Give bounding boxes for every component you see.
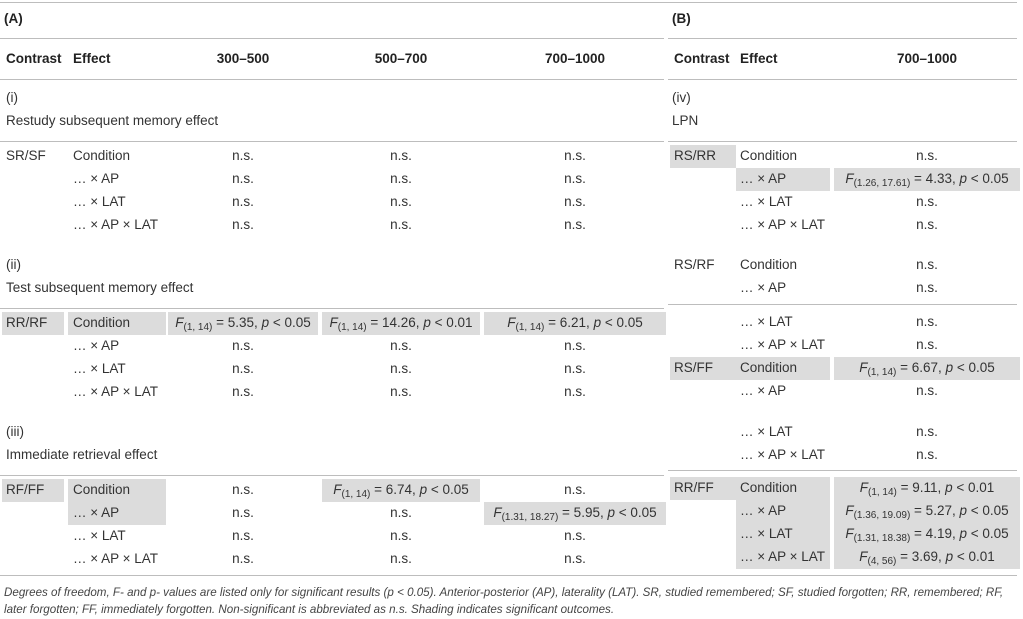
section-title-b: LPN bbox=[672, 113, 699, 128]
effect-label-b: Condition bbox=[740, 480, 798, 495]
stat-p-value: < 0.05 bbox=[614, 505, 657, 520]
stat-value: = 9.11, bbox=[896, 480, 946, 495]
stat-p-value: < 0.05 bbox=[966, 503, 1009, 518]
significant-result bbox=[484, 315, 666, 333]
header-rule-b bbox=[668, 38, 1017, 39]
significant-result-b bbox=[834, 480, 1020, 498]
ns-result: n.s. bbox=[232, 361, 254, 376]
stat-p: p bbox=[593, 315, 602, 330]
significant-result-b bbox=[834, 503, 1020, 521]
effect-label: … × AP × LAT bbox=[73, 551, 159, 566]
ns-result: n.s. bbox=[390, 338, 412, 353]
contrast-label-b: RS/RR bbox=[674, 148, 717, 163]
stat-p-value: < 0.05 bbox=[966, 171, 1009, 186]
significant-result bbox=[484, 505, 666, 523]
stat-p-value: < 0.05 bbox=[601, 315, 643, 330]
effect-label-b: … × AP bbox=[740, 171, 787, 186]
effect-label-b: Condition bbox=[740, 360, 798, 375]
stat-f: F bbox=[845, 526, 854, 541]
effect-label-b: … × LAT bbox=[740, 314, 793, 329]
effect-label-b: … × AP bbox=[740, 383, 787, 398]
stat-value: = 4.19, bbox=[910, 526, 960, 541]
stat-value: = 6.21, bbox=[544, 315, 594, 330]
ns-result-b: n.s. bbox=[916, 280, 938, 295]
effect-label-b: … × AP bbox=[740, 503, 787, 518]
effect-label-b: … × AP × LAT bbox=[740, 217, 826, 232]
col-header-effect-a: Effect bbox=[73, 51, 111, 66]
ns-result: n.s. bbox=[232, 171, 254, 186]
section-numeral: (i) bbox=[6, 90, 18, 105]
ns-result: n.s. bbox=[390, 361, 412, 376]
ns-result: n.s. bbox=[232, 217, 254, 232]
ns-result: n.s. bbox=[564, 338, 586, 353]
stat-f: F bbox=[493, 505, 502, 520]
effect-label-b: … × LAT bbox=[740, 526, 793, 541]
ns-result-b: n.s. bbox=[916, 217, 938, 232]
stat-p: p bbox=[419, 482, 428, 497]
stat-value: = 6.67, bbox=[896, 360, 946, 375]
ns-result: n.s. bbox=[564, 148, 586, 163]
stat-f: F bbox=[175, 315, 184, 330]
ns-result: n.s. bbox=[232, 505, 254, 520]
stat-value: = 14.26, bbox=[366, 315, 424, 330]
ns-result-b: n.s. bbox=[916, 148, 938, 163]
ns-result: n.s. bbox=[390, 505, 412, 520]
stat-f: F bbox=[845, 503, 854, 518]
ns-result: n.s. bbox=[564, 171, 586, 186]
effect-label-b: … × LAT bbox=[740, 424, 793, 439]
bottom-rule bbox=[0, 575, 1017, 576]
ns-result: n.s. bbox=[390, 528, 412, 543]
effect-label: … × AP × LAT bbox=[73, 217, 159, 232]
effect-label-b: Condition bbox=[740, 148, 798, 163]
ns-result: n.s. bbox=[232, 482, 254, 497]
section-rule bbox=[0, 475, 664, 476]
stat-f: F bbox=[859, 360, 868, 375]
effect-label-b: Condition bbox=[740, 257, 798, 272]
col-header-effect-b: Effect bbox=[740, 51, 778, 66]
ns-result: n.s. bbox=[390, 171, 412, 186]
stat-p-value: < 0.01 bbox=[953, 549, 995, 564]
stat-p: p bbox=[945, 549, 954, 564]
ns-result-b: n.s. bbox=[916, 257, 938, 272]
stat-df: (1, 14) bbox=[515, 322, 545, 333]
stat-df: (1, 14) bbox=[337, 322, 367, 333]
significant-result-b bbox=[834, 526, 1020, 544]
group-rule-b bbox=[668, 304, 1017, 305]
significant-result bbox=[322, 482, 480, 500]
header-rule-a bbox=[0, 38, 664, 39]
panel-a-label: (A) bbox=[4, 11, 23, 26]
section-rule bbox=[0, 308, 664, 309]
table-footnote: Degrees of freedom, F- and p- values are listed only for significant results (p < 0.05). Anterior-posterior (AP), laterality (LAT). SR, studied remembered; SF, studied forgotten; RR, remembered; RF, later forgotten; FF, immediately forgotten. Non-significant is abbreviated as n.s. Shading indicates significant outcomes. bbox=[4, 586, 1004, 616]
ns-result-b: n.s. bbox=[916, 194, 938, 209]
effect-label-b: … × AP × LAT bbox=[740, 447, 826, 462]
contrast-label-b: RS/FF bbox=[674, 360, 713, 375]
effect-label: … × LAT bbox=[73, 528, 126, 543]
significant-result-b bbox=[834, 549, 1020, 567]
ns-result: n.s. bbox=[564, 528, 586, 543]
ns-result: n.s. bbox=[564, 217, 586, 232]
stat-value: = 4.33, bbox=[910, 171, 960, 186]
section-numeral: (ii) bbox=[6, 257, 21, 272]
ns-result: n.s. bbox=[232, 384, 254, 399]
stat-p-value: < 0.05 bbox=[269, 315, 311, 330]
stat-p: p bbox=[959, 503, 967, 518]
stat-df: (1.36, 19.09) bbox=[853, 510, 911, 521]
stat-p: p bbox=[945, 480, 953, 495]
ns-result: n.s. bbox=[232, 148, 254, 163]
stat-value: = 5.35, bbox=[212, 315, 262, 330]
section-title: Test subsequent memory effect bbox=[6, 280, 194, 295]
ns-result: n.s. bbox=[390, 217, 412, 232]
stat-p: p bbox=[607, 505, 615, 520]
ns-result: n.s. bbox=[390, 551, 412, 566]
section-numeral-b: (iv) bbox=[672, 90, 691, 105]
effect-label: … × LAT bbox=[73, 194, 126, 209]
stat-f: F bbox=[333, 482, 342, 497]
ns-result: n.s. bbox=[564, 482, 586, 497]
contrast-label-b: RS/RF bbox=[674, 257, 715, 272]
ns-result-b: n.s. bbox=[916, 337, 938, 352]
effect-label: Condition bbox=[73, 482, 131, 497]
effect-label: Condition bbox=[73, 315, 131, 330]
section-title: Restudy subsequent memory effect bbox=[6, 113, 219, 128]
col-header-700-1000-b: 700–1000 bbox=[896, 51, 958, 66]
ns-result: n.s. bbox=[564, 194, 586, 209]
stat-df: (1, 14) bbox=[867, 487, 897, 498]
stat-value: = 3.69, bbox=[896, 549, 946, 564]
stat-df: (1, 14) bbox=[341, 489, 371, 500]
stat-p: p bbox=[945, 360, 954, 375]
ns-result-b: n.s. bbox=[916, 424, 938, 439]
ns-result: n.s. bbox=[390, 384, 412, 399]
effect-label: … × AP bbox=[73, 505, 120, 520]
ns-result: n.s. bbox=[390, 194, 412, 209]
stat-p-value: < 0.01 bbox=[430, 315, 473, 330]
group-rule-b bbox=[668, 470, 1017, 471]
stat-df: (1.31, 18.38) bbox=[853, 533, 911, 544]
contrast-label: RR/RF bbox=[6, 315, 48, 330]
ns-result: n.s. bbox=[232, 194, 254, 209]
stat-f: F bbox=[507, 315, 516, 330]
stat-p: p bbox=[959, 526, 967, 541]
col-header-contrast-a: Contrast bbox=[6, 51, 62, 66]
section-rule bbox=[0, 141, 664, 142]
col-header-500-700: 500–700 bbox=[374, 51, 428, 66]
stat-p-value: < 0.01 bbox=[952, 480, 995, 495]
stat-df: (4, 56) bbox=[867, 556, 897, 567]
effect-label-b: … × AP × LAT bbox=[740, 337, 826, 352]
contrast-label: SR/SF bbox=[6, 148, 46, 163]
stat-df: (1, 14) bbox=[867, 367, 897, 378]
effect-label: … × AP bbox=[73, 338, 120, 353]
ns-result: n.s. bbox=[564, 551, 586, 566]
effect-label: … × AP bbox=[73, 171, 120, 186]
col-header-700-1000-a: 700–1000 bbox=[544, 51, 606, 66]
ns-result: n.s. bbox=[232, 528, 254, 543]
colhead-rule-b bbox=[668, 79, 1017, 80]
colhead-rule-a bbox=[0, 79, 664, 80]
ns-result: n.s. bbox=[232, 338, 254, 353]
stat-f: F bbox=[329, 315, 338, 330]
ns-result: n.s. bbox=[564, 384, 586, 399]
stat-f: F bbox=[859, 480, 868, 495]
effect-label: … × AP × LAT bbox=[73, 384, 159, 399]
ns-result: n.s. bbox=[390, 148, 412, 163]
significant-result bbox=[322, 315, 480, 333]
stat-p: p bbox=[423, 315, 431, 330]
col-header-300-500: 300–500 bbox=[216, 51, 270, 66]
stat-p-value: < 0.05 bbox=[427, 482, 469, 497]
ns-result: n.s. bbox=[564, 361, 586, 376]
stat-df: (1.26, 17.61) bbox=[853, 178, 911, 189]
ns-result-b: n.s. bbox=[916, 447, 938, 462]
stat-df: (1, 14) bbox=[183, 322, 213, 333]
stat-df: (1.31, 18.27) bbox=[501, 512, 559, 523]
stat-p-value: < 0.05 bbox=[953, 360, 995, 375]
stat-p: p bbox=[261, 315, 270, 330]
contrast-label-b: RR/FF bbox=[674, 480, 714, 495]
section-title: Immediate retrieval effect bbox=[6, 447, 158, 462]
col-header-contrast-b: Contrast bbox=[674, 51, 730, 66]
section-rule-b bbox=[668, 141, 1017, 142]
stat-p-value: < 0.05 bbox=[966, 526, 1009, 541]
stat-f: F bbox=[859, 549, 868, 564]
effect-label: … × LAT bbox=[73, 361, 126, 376]
top-rule bbox=[0, 2, 1017, 3]
significant-result bbox=[168, 315, 318, 333]
effect-label: Condition bbox=[73, 148, 131, 163]
significant-result-b bbox=[834, 360, 1020, 378]
significant-result-b bbox=[834, 171, 1020, 189]
effect-label-b: … × AP × LAT bbox=[740, 549, 826, 564]
contrast-label: RF/FF bbox=[6, 482, 45, 497]
ns-result-b: n.s. bbox=[916, 383, 938, 398]
ns-result: n.s. bbox=[232, 551, 254, 566]
ns-result-b: n.s. bbox=[916, 314, 938, 329]
effect-label-b: … × LAT bbox=[740, 194, 793, 209]
stat-value: = 5.27, bbox=[910, 503, 960, 518]
stat-value: = 6.74, bbox=[370, 482, 420, 497]
panel-b-label: (B) bbox=[672, 11, 691, 26]
section-numeral: (iii) bbox=[6, 424, 24, 439]
stat-p: p bbox=[959, 171, 967, 186]
effect-label-b: … × AP bbox=[740, 280, 787, 295]
stat-value: = 5.95, bbox=[558, 505, 608, 520]
stat-f: F bbox=[845, 171, 854, 186]
